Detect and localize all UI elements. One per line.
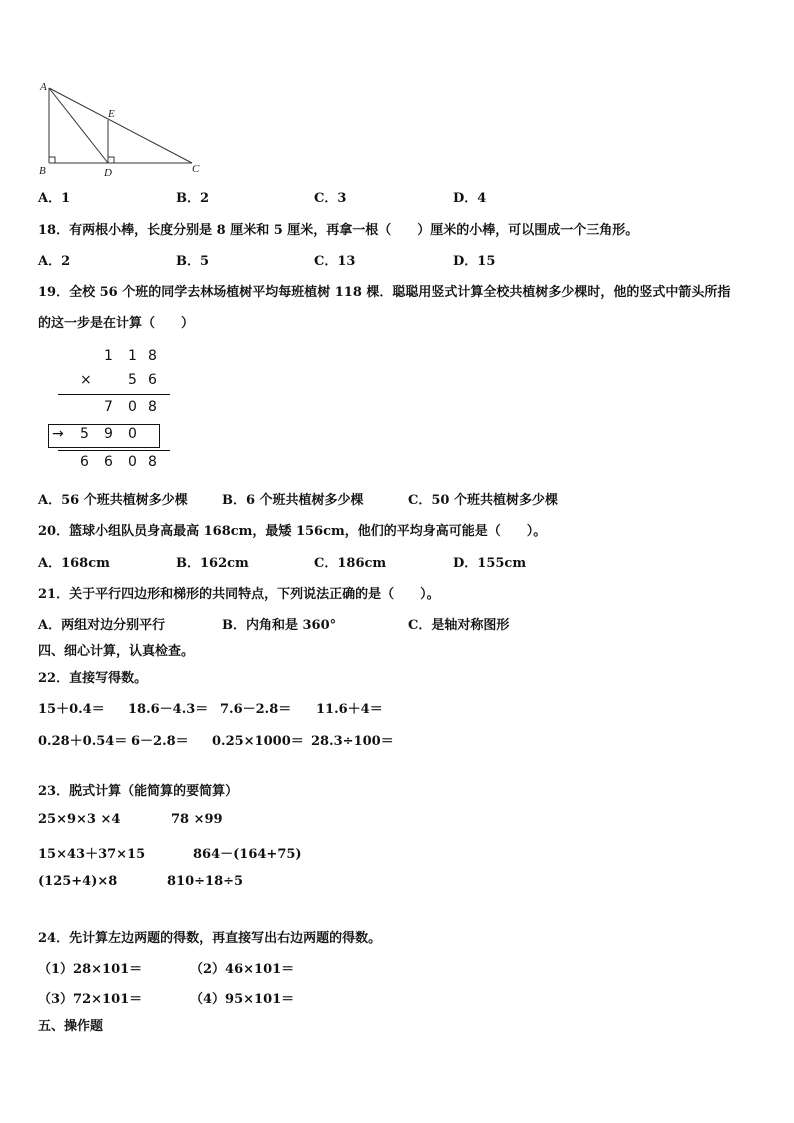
q20-option-d[interactable]: D．155cm xyxy=(453,556,527,571)
label-a: A xyxy=(40,81,47,93)
q20-text: 20．篮球小组队员身高最高 168cm，最矮 156cm，他们的平均身高可能是（ ）。 xyxy=(38,524,547,539)
q20-option-a[interactable]: A．168cm xyxy=(38,556,110,571)
q20-option-c[interactable]: C．186cm xyxy=(314,556,387,571)
mult-row-2 xyxy=(44,372,204,394)
q20-option-b[interactable]: B．162cm xyxy=(176,556,249,571)
section-4-heading: 四、细心计算，认真检查。 xyxy=(38,644,195,659)
q23-item[interactable]: 25×9×3 ×4 xyxy=(38,812,121,827)
segment-ac xyxy=(49,88,192,163)
q23-item[interactable]: (125+4)×8 xyxy=(38,874,118,889)
triangle-figure xyxy=(30,76,210,180)
q22-title: 22．直接写得数。 xyxy=(38,671,148,686)
q18-option-a[interactable]: A．2 xyxy=(38,254,71,269)
mult-digit: 9 xyxy=(104,426,113,442)
segment-ad xyxy=(49,88,108,163)
q18-option-c[interactable]: C．13 xyxy=(314,254,356,269)
q23-item[interactable]: 810÷18÷5 xyxy=(167,874,244,889)
q22-item[interactable]: 15＋0.4＝ xyxy=(38,702,105,717)
q22-item[interactable]: 28.3÷100＝ xyxy=(311,734,394,749)
q21-option-a[interactable]: A．两组对边分别平行 xyxy=(38,618,166,633)
mult-digit: 1 xyxy=(128,348,137,364)
q23-title: 23．脱式计算（能简算的要简算） xyxy=(38,784,239,799)
q23-item[interactable]: 78 ×99 xyxy=(171,812,223,827)
q19-option-c[interactable]: C．50 个班共植树多少棵 xyxy=(408,493,558,508)
q18-option-d[interactable]: D．15 xyxy=(453,254,496,269)
vertical-multiplication xyxy=(44,344,174,479)
mult-digit: 6 xyxy=(148,372,157,388)
q22-item[interactable]: 7.6－2.8＝ xyxy=(220,702,292,717)
mult-digit: 5 xyxy=(80,426,89,442)
q17-option-d[interactable]: D．4 xyxy=(453,191,487,206)
q24-item[interactable]: （4）95×101＝ xyxy=(190,992,295,1007)
mult-digit: 5 xyxy=(128,372,137,388)
q23-item[interactable]: 15×43＋37×15 xyxy=(38,847,146,862)
section-5-heading: 五、操作题 xyxy=(38,1019,104,1034)
q21-option-c[interactable]: C．是轴对称图形 xyxy=(408,618,510,633)
mult-line-2 xyxy=(58,450,170,451)
q24-item[interactable]: （3）72×101＝ xyxy=(38,992,143,1007)
q24-title: 24．先计算左边两题的得数，再直接写出右边两题的得数。 xyxy=(38,931,382,946)
q19-option-a[interactable]: A．56 个班共植树多少棵 xyxy=(38,493,188,508)
q19-option-b[interactable]: B．6 个班共植树多少棵 xyxy=(222,493,364,508)
label-d: D xyxy=(104,167,112,179)
q17-option-c[interactable]: C．3 xyxy=(314,191,347,206)
mult-row-1 xyxy=(44,348,204,370)
right-angle-b xyxy=(49,157,55,163)
right-angle-d xyxy=(108,157,114,163)
q17-option-b[interactable]: B．2 xyxy=(176,191,210,206)
mult-digit: 8 xyxy=(148,348,157,364)
q18-option-b[interactable]: B．5 xyxy=(176,254,210,269)
q22-item[interactable]: 18.6－4.3＝ xyxy=(128,702,209,717)
mult-digit: 6 xyxy=(104,454,113,470)
mult-line-1 xyxy=(58,394,170,395)
q24-item[interactable]: （2）46×101＝ xyxy=(190,962,295,977)
q22-item[interactable]: 0.25×1000＝ xyxy=(212,734,304,749)
mult-row-4 xyxy=(44,426,204,448)
mult-digit: 0 xyxy=(128,399,137,415)
mult-digit: 0 xyxy=(128,426,137,442)
q19-text-line1: 19．全校 56 个班的同学去林场植树平均每班植树 118 棵．聪聪用竖式计算全校共植树多少棵时，他的竖式中箭头所指 xyxy=(38,285,731,300)
mult-digit: 0 xyxy=(128,454,137,470)
arrow-icon: → xyxy=(52,426,64,442)
q22-item[interactable]: 6－2.8＝ xyxy=(131,734,189,749)
q17-option-a[interactable]: A．1 xyxy=(38,191,71,206)
mult-digit: 6 xyxy=(80,454,89,470)
multiply-sign: × xyxy=(80,372,92,388)
label-c: C xyxy=(192,163,200,175)
q18-text: 18．有两根小棒，长度分别是 8 厘米和 5 厘米，再拿一根（ ）厘米的小棒，可以围成一个三角形。 xyxy=(38,223,639,238)
mult-row-5 xyxy=(44,454,204,476)
label-b: B xyxy=(39,165,46,177)
q19-text-line2: 的这一步是在计算（ ） xyxy=(38,316,195,331)
q21-text: 21．关于平行四边形和梯形的共同特点，下列说法正确的是（ ）。 xyxy=(38,587,440,602)
q23-item[interactable]: 864－(164+75) xyxy=(193,847,302,862)
mult-digit: 8 xyxy=(148,454,157,470)
label-e: E xyxy=(108,108,115,120)
q22-item[interactable]: 0.28＋0.54＝ xyxy=(38,734,128,749)
q22-item[interactable]: 11.6＋4＝ xyxy=(316,702,383,717)
mult-row-3 xyxy=(44,399,204,421)
q24-item[interactable]: （1）28×101＝ xyxy=(38,962,143,977)
q21-option-b[interactable]: B．内角和是 360° xyxy=(222,618,337,633)
mult-digit: 7 xyxy=(104,399,113,415)
mult-digit: 8 xyxy=(148,399,157,415)
mult-digit: 1 xyxy=(104,348,113,364)
